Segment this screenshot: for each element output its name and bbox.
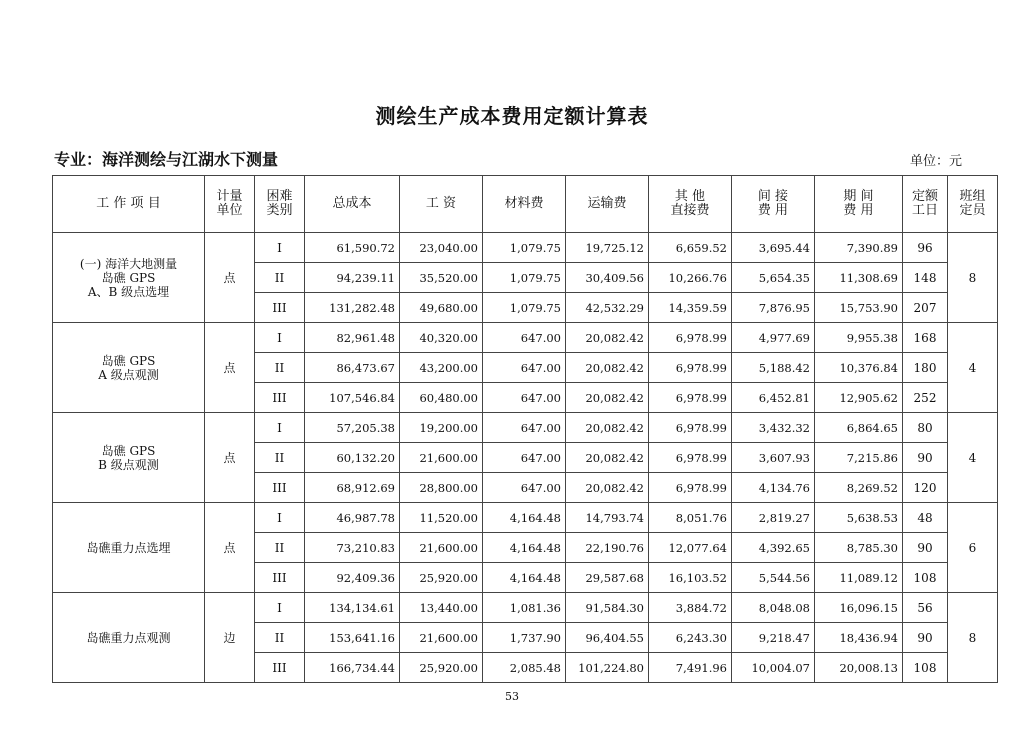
cost-value-cell: 4,164.48 — [483, 533, 566, 563]
column-header: 班组 定员 — [948, 176, 998, 233]
team-staff-cell: 4 — [948, 413, 998, 503]
quota-days-cell: 148 — [903, 263, 948, 293]
cost-value-cell: 25,920.00 — [400, 563, 483, 593]
cost-value-cell: 7,215.86 — [815, 443, 903, 473]
quota-days-cell: 108 — [903, 563, 948, 593]
cost-value-cell: 6,243.30 — [649, 623, 732, 653]
quota-days-cell: 90 — [903, 623, 948, 653]
cost-value-cell: 42,532.29 — [566, 293, 649, 323]
difficulty-grade-cell: III — [255, 293, 305, 323]
cost-value-cell: 8,785.30 — [815, 533, 903, 563]
cost-value-cell: 18,436.94 — [815, 623, 903, 653]
cost-value-cell: 1,081.36 — [483, 593, 566, 623]
cost-quota-table — [52, 175, 998, 683]
difficulty-grade-cell: I — [255, 593, 305, 623]
cost-value-cell: 134,134.61 — [305, 593, 400, 623]
cost-value-cell: 16,096.15 — [815, 593, 903, 623]
team-staff-cell: 8 — [948, 233, 998, 323]
difficulty-grade-cell: I — [255, 413, 305, 443]
column-header: 其 他 直接费 — [649, 176, 732, 233]
quota-days-cell: 120 — [903, 473, 948, 503]
cost-value-cell: 57,205.38 — [305, 413, 400, 443]
difficulty-grade-cell: III — [255, 653, 305, 683]
cost-value-cell: 7,390.89 — [815, 233, 903, 263]
team-staff-cell: 4 — [948, 323, 998, 413]
cost-value-cell: 647.00 — [483, 383, 566, 413]
cost-value-cell: 13,440.00 — [400, 593, 483, 623]
header-row — [53, 176, 998, 233]
difficulty-grade-cell: II — [255, 263, 305, 293]
cost-value-cell: 82,961.48 — [305, 323, 400, 353]
measure-unit-cell: 点 — [205, 503, 255, 593]
cost-value-cell: 25,920.00 — [400, 653, 483, 683]
column-header: 期 间 费 用 — [815, 176, 903, 233]
cost-value-cell: 647.00 — [483, 413, 566, 443]
quota-days-cell: 80 — [903, 413, 948, 443]
cost-value-cell: 49,680.00 — [400, 293, 483, 323]
cost-value-cell: 6,978.99 — [649, 473, 732, 503]
work-item-cell: 岛礁 GPS B 级点观测 — [53, 413, 205, 503]
cost-value-cell: 6,659.52 — [649, 233, 732, 263]
work-item-cell: 岛礁 GPS A 级点观测 — [53, 323, 205, 413]
cost-value-cell: 4,392.65 — [732, 533, 815, 563]
measure-unit-cell: 边 — [205, 593, 255, 683]
cost-value-cell: 6,452.81 — [732, 383, 815, 413]
cost-value-cell: 14,793.74 — [566, 503, 649, 533]
cost-value-cell: 14,359.59 — [649, 293, 732, 323]
difficulty-grade-cell: II — [255, 443, 305, 473]
cost-value-cell: 6,978.99 — [649, 323, 732, 353]
difficulty-grade-cell: III — [255, 473, 305, 503]
column-header: 材料费 — [483, 176, 566, 233]
quota-days-cell: 90 — [903, 533, 948, 563]
cost-value-cell: 21,600.00 — [400, 533, 483, 563]
cost-value-cell: 20,082.42 — [566, 353, 649, 383]
difficulty-grade-cell: III — [255, 383, 305, 413]
cost-value-cell: 22,190.76 — [566, 533, 649, 563]
difficulty-grade-cell: II — [255, 623, 305, 653]
quota-days-cell: 56 — [903, 593, 948, 623]
cost-value-cell: 166,734.44 — [305, 653, 400, 683]
cost-value-cell: 4,977.69 — [732, 323, 815, 353]
cost-value-cell: 647.00 — [483, 353, 566, 383]
difficulty-grade-cell: I — [255, 233, 305, 263]
measure-unit-cell: 点 — [205, 233, 255, 323]
cost-value-cell: 20,082.42 — [566, 473, 649, 503]
difficulty-grade-cell: I — [255, 323, 305, 353]
difficulty-grade-cell: II — [255, 533, 305, 563]
cost-value-cell: 2,819.27 — [732, 503, 815, 533]
cost-value-cell: 3,432.32 — [732, 413, 815, 443]
cost-value-cell: 92,409.36 — [305, 563, 400, 593]
cost-value-cell: 20,082.42 — [566, 323, 649, 353]
quota-days-cell: 90 — [903, 443, 948, 473]
quota-days-cell: 180 — [903, 353, 948, 383]
cost-value-cell: 6,864.65 — [815, 413, 903, 443]
page-title: 测绘生产成本费用定额计算表 — [375, 104, 649, 128]
cost-value-cell: 9,218.47 — [732, 623, 815, 653]
cost-value-cell: 30,409.56 — [566, 263, 649, 293]
cost-value-cell: 131,282.48 — [305, 293, 400, 323]
cost-value-cell: 28,800.00 — [400, 473, 483, 503]
cost-value-cell: 4,164.48 — [483, 563, 566, 593]
cost-value-cell: 8,051.76 — [649, 503, 732, 533]
cost-value-cell: 7,491.96 — [649, 653, 732, 683]
column-header: 工 资 — [400, 176, 483, 233]
cost-value-cell: 19,200.00 — [400, 413, 483, 443]
cost-value-cell: 6,978.99 — [649, 353, 732, 383]
cost-value-cell: 15,753.90 — [815, 293, 903, 323]
cost-value-cell: 73,210.83 — [305, 533, 400, 563]
page-number: 53 — [505, 690, 519, 703]
table-row — [53, 323, 998, 353]
cost-value-cell: 43,200.00 — [400, 353, 483, 383]
cost-value-cell: 20,082.42 — [566, 413, 649, 443]
cost-value-cell: 6,978.99 — [649, 443, 732, 473]
specialty-label: 专业：海洋测绘与江湖水下测量 — [54, 150, 279, 169]
column-header: 定额 工日 — [903, 176, 948, 233]
cost-value-cell: 16,103.52 — [649, 563, 732, 593]
cost-value-cell: 1,737.90 — [483, 623, 566, 653]
cost-value-cell: 1,079.75 — [483, 233, 566, 263]
column-header: 计量 单位 — [205, 176, 255, 233]
work-item-cell: 岛礁重力点选埋 — [53, 503, 205, 593]
cost-value-cell: 91,584.30 — [566, 593, 649, 623]
quota-days-cell: 207 — [903, 293, 948, 323]
cost-value-cell: 96,404.55 — [566, 623, 649, 653]
table-row — [53, 413, 998, 443]
cost-value-cell: 10,266.76 — [649, 263, 732, 293]
team-staff-cell: 6 — [948, 503, 998, 593]
cost-value-cell: 20,082.42 — [566, 383, 649, 413]
cost-value-cell: 5,654.35 — [732, 263, 815, 293]
cost-value-cell: 12,905.62 — [815, 383, 903, 413]
quota-days-cell: 108 — [903, 653, 948, 683]
measure-unit-cell: 点 — [205, 323, 255, 413]
cost-value-cell: 35,520.00 — [400, 263, 483, 293]
column-header: 总成本 — [305, 176, 400, 233]
table-row — [53, 503, 998, 533]
cost-value-cell: 61,590.72 — [305, 233, 400, 263]
cost-value-cell: 19,725.12 — [566, 233, 649, 263]
column-header: 困难 类别 — [255, 176, 305, 233]
cost-value-cell: 3,607.93 — [732, 443, 815, 473]
difficulty-grade-cell: I — [255, 503, 305, 533]
cost-value-cell: 3,884.72 — [649, 593, 732, 623]
cost-value-cell: 4,164.48 — [483, 503, 566, 533]
cost-value-cell: 4,134.76 — [732, 473, 815, 503]
cost-value-cell: 101,224.80 — [566, 653, 649, 683]
cost-value-cell: 21,600.00 — [400, 623, 483, 653]
cost-value-cell: 1,079.75 — [483, 293, 566, 323]
difficulty-grade-cell: III — [255, 563, 305, 593]
cost-value-cell: 7,876.95 — [732, 293, 815, 323]
cost-value-cell: 1,079.75 — [483, 263, 566, 293]
cost-value-cell: 11,308.69 — [815, 263, 903, 293]
work-item-cell: 岛礁重力点观测 — [53, 593, 205, 683]
cost-value-cell: 2,085.48 — [483, 653, 566, 683]
work-item-cell: (一) 海洋大地测量 岛礁 GPS A、B 级点选埋 — [53, 233, 205, 323]
cost-value-cell: 94,239.11 — [305, 263, 400, 293]
cost-value-cell: 6,978.99 — [649, 383, 732, 413]
cost-value-cell: 23,040.00 — [400, 233, 483, 263]
cost-value-cell: 20,082.42 — [566, 443, 649, 473]
column-header: 工 作 项 目 — [53, 176, 205, 233]
table-subheader — [54, 147, 962, 170]
cost-value-cell: 46,987.78 — [305, 503, 400, 533]
cost-value-cell: 86,473.67 — [305, 353, 400, 383]
cost-value-cell: 11,089.12 — [815, 563, 903, 593]
cost-value-cell: 5,188.42 — [732, 353, 815, 383]
cost-value-cell: 107,546.84 — [305, 383, 400, 413]
measure-unit-cell: 点 — [205, 413, 255, 503]
team-staff-cell: 8 — [948, 593, 998, 683]
column-header: 间 接 费 用 — [732, 176, 815, 233]
cost-value-cell: 6,978.99 — [649, 413, 732, 443]
cost-value-cell: 8,048.08 — [732, 593, 815, 623]
quota-days-cell: 48 — [903, 503, 948, 533]
cost-value-cell: 3,695.44 — [732, 233, 815, 263]
cost-value-cell: 5,544.56 — [732, 563, 815, 593]
cost-value-cell: 647.00 — [483, 323, 566, 353]
cost-value-cell: 10,376.84 — [815, 353, 903, 383]
cost-value-cell: 8,269.52 — [815, 473, 903, 503]
column-header: 运输费 — [566, 176, 649, 233]
cost-value-cell: 9,955.38 — [815, 323, 903, 353]
table-row — [53, 233, 998, 263]
cost-value-cell: 647.00 — [483, 443, 566, 473]
table-row — [53, 593, 998, 623]
quota-days-cell: 168 — [903, 323, 948, 353]
cost-value-cell: 20,008.13 — [815, 653, 903, 683]
cost-value-cell: 11,520.00 — [400, 503, 483, 533]
unit-label: 单位：元 — [909, 154, 962, 169]
cost-value-cell: 12,077.64 — [649, 533, 732, 563]
quota-days-cell: 252 — [903, 383, 948, 413]
cost-value-cell: 29,587.68 — [566, 563, 649, 593]
difficulty-grade-cell: II — [255, 353, 305, 383]
cost-value-cell: 21,600.00 — [400, 443, 483, 473]
table-body — [53, 233, 998, 683]
cost-value-cell: 60,132.20 — [305, 443, 400, 473]
cost-value-cell: 647.00 — [483, 473, 566, 503]
cost-value-cell: 5,638.53 — [815, 503, 903, 533]
cost-value-cell: 60,480.00 — [400, 383, 483, 413]
cost-value-cell: 10,004.07 — [732, 653, 815, 683]
cost-value-cell: 40,320.00 — [400, 323, 483, 353]
quota-days-cell: 96 — [903, 233, 948, 263]
cost-value-cell: 153,641.16 — [305, 623, 400, 653]
cost-value-cell: 68,912.69 — [305, 473, 400, 503]
